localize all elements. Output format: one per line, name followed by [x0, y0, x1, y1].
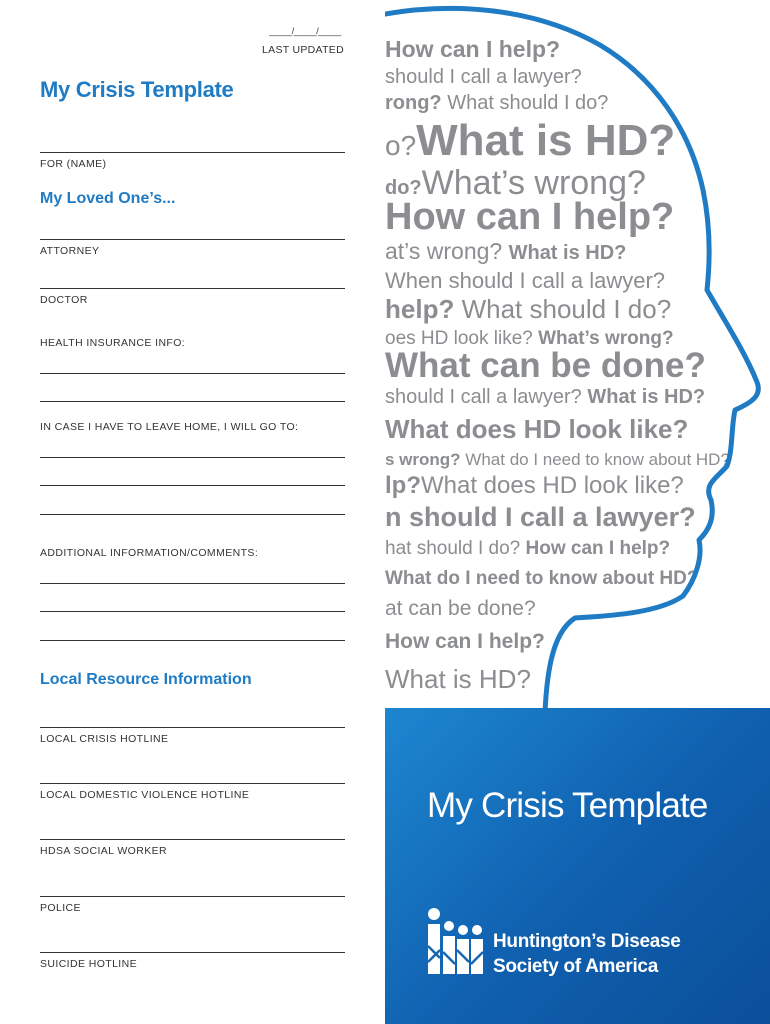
question-text: at can be done? — [385, 597, 536, 620]
page-title: My Crisis Template — [40, 77, 234, 102]
police-label: POLICE — [40, 902, 81, 914]
leave-home-label: IN CASE I HAVE TO LEAVE HOME, I WILL GO TO: — [40, 421, 299, 433]
local-resource-heading: Local Resource Information — [40, 671, 252, 688]
crisis-hotline-label: LOCAL CRISIS HOTLINE — [40, 733, 169, 745]
question-text: What is HD? — [385, 664, 531, 694]
cover-blue-box — [385, 708, 770, 1024]
dv-hotline-line[interactable] — [40, 783, 345, 784]
cover-panel — [385, 0, 770, 1024]
question-text: n should I call a lawyer? — [385, 502, 696, 532]
question-text: o?What is HD? — [385, 116, 676, 165]
head-silhouette-outline — [385, 0, 770, 720]
question-text: How can I help? — [385, 196, 675, 238]
question-text: help? What should I do? — [385, 294, 672, 324]
date-blank: _____/_____/_____ — [269, 26, 341, 36]
additional-line-3[interactable] — [40, 640, 345, 641]
name-line[interactable] — [40, 152, 345, 153]
insurance-line-1[interactable] — [40, 373, 345, 374]
crisis-hotline-line[interactable] — [40, 727, 345, 728]
suicide-hotline-line[interactable] — [40, 952, 345, 953]
social-worker-line[interactable] — [40, 839, 345, 840]
last-updated-label: LAST UPDATED — [262, 44, 344, 56]
insurance-line-2[interactable] — [40, 401, 345, 402]
question-text: should I call a lawyer? — [385, 66, 582, 88]
question-text: How can I help? — [385, 630, 545, 653]
attorney-line[interactable] — [40, 239, 345, 240]
question-text: s wrong? What do I need to know about HD? — [385, 450, 730, 469]
question-text: do?What’s wrong? — [385, 164, 646, 202]
question-text: What does HD look like? — [385, 414, 689, 444]
doctor-label: DOCTOR — [40, 294, 88, 306]
question-text: hat should I do? How can I help? — [385, 538, 671, 559]
dv-hotline-label: LOCAL DOMESTIC VIOLENCE HOTLINE — [40, 789, 250, 801]
for-name-label: FOR (NAME) — [40, 158, 107, 170]
question-text: rong? What should I do? — [385, 92, 609, 114]
question-text: How can I help? — [385, 36, 561, 62]
police-line[interactable] — [40, 896, 345, 897]
additional-line-1[interactable] — [40, 583, 345, 584]
question-text: lp?What does HD look like? — [385, 472, 684, 499]
hdsa-logo-icon — [425, 906, 489, 976]
cover-title: My Crisis Template — [427, 786, 708, 825]
suicide-hotline-label: SUICIDE HOTLINE — [40, 958, 138, 970]
leave-home-line-3[interactable] — [40, 514, 345, 515]
question-text: When should I call a lawyer? — [385, 268, 666, 293]
doctor-line[interactable] — [40, 288, 345, 289]
leave-home-line-2[interactable] — [40, 485, 345, 486]
attorney-label: ATTORNEY — [40, 245, 100, 257]
question-text: What do I need to know about HD? — [385, 568, 699, 589]
leave-home-line-1[interactable] — [40, 457, 345, 458]
question-text: at’s wrong? What is HD? — [385, 238, 627, 264]
loved-ones-heading: My Loved One’s... — [40, 190, 176, 207]
additional-info-label: ADDITIONAL INFORMATION/COMMENTS: — [40, 547, 259, 559]
question-text: What can be done? — [385, 346, 706, 385]
health-insurance-label: HEALTH INSURANCE INFO: — [40, 337, 186, 349]
additional-line-2[interactable] — [40, 611, 345, 612]
org-name-line-1: Huntington’s Disease — [493, 931, 681, 952]
question-text: should I call a lawyer? What is HD? — [385, 386, 706, 408]
social-worker-label: HDSA SOCIAL WORKER — [40, 845, 168, 857]
question-text: oes HD look like? What’s wrong? — [385, 328, 674, 349]
org-name-line-2: Society of America — [493, 956, 658, 977]
